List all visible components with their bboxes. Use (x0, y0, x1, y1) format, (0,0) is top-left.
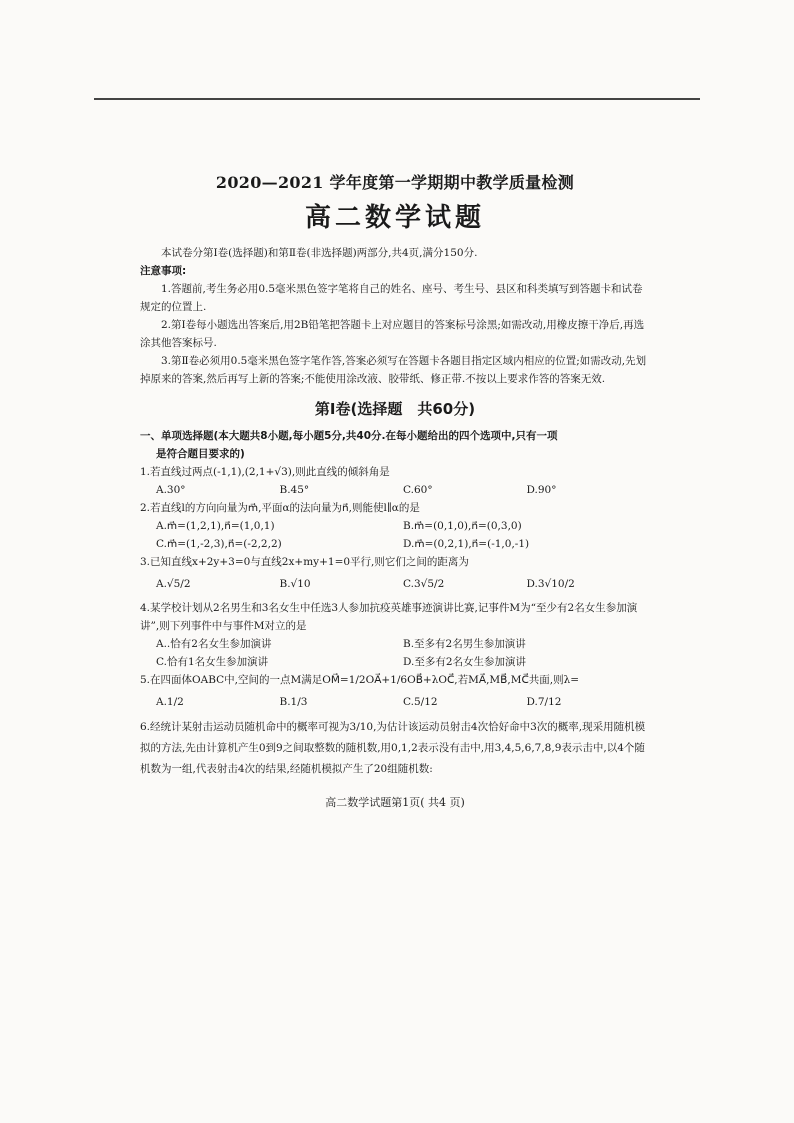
option-b: B.1/3 (279, 696, 308, 708)
option-b: B.45° (279, 484, 310, 496)
option-b: B.至多有2名男生参加演讲 (403, 638, 526, 650)
option-a: A.m⃗=(1,2,1),n⃗=(1,0,1) (156, 520, 275, 532)
option-d: D.90° (526, 484, 557, 496)
option-c: C.恰有1名女生参加演讲 (156, 656, 269, 668)
option-a: A.30° (156, 484, 186, 496)
option-c: C.m⃗=(1,-2,3),n⃗=(-2,2,2) (156, 538, 282, 550)
exam-title: 高二数学试题 (304, 203, 485, 233)
question-4-stem: 4.某学校计划从2名男生和3名女生中任选3人参加抗疫英雄事迹演讲比赛,记事件M为“至少有2名女生参加演讲”,则下列事件中与事件M对立的是 (140, 602, 638, 632)
notice-heading: 注意事项: (140, 265, 187, 277)
option-c: C.5/12 (403, 696, 438, 708)
part-heading: 一、单项选择题(本大题共8小题,每小题5分,共40分.在每小题给出的四个选项中,只有一项 (140, 430, 558, 442)
page-footer: 高二数学试题第1页( 共4 页) (325, 796, 465, 809)
notice-item: 1.答题前,考生务必用0.5毫米黑色签字笔将自己的姓名、座号、考生号、县区和科类填写到答题卡和试卷规定的位置上. (140, 283, 643, 313)
question-4-options-cd (140, 653, 650, 671)
header-rule (94, 98, 700, 100)
question-3-options (140, 571, 650, 599)
option-d: D.3√10/2 (526, 578, 575, 590)
section-title: 第Ⅰ卷(选择题 共60分) (314, 400, 476, 418)
option-b: B.m⃗=(0,1,0),n⃗=(0,3,0) (403, 520, 522, 532)
question-1-options (140, 481, 650, 499)
option-d: D.至多有2名女生参加演讲 (403, 656, 527, 668)
question-3-stem: 3.已知直线x+2y+3=0与直线2x+my+1=0平行,则它们之间的距离为 (140, 556, 469, 568)
option-c: C.3√5/2 (403, 578, 445, 590)
option-d: D.7/12 (526, 696, 562, 708)
question-2-options-cd (140, 535, 650, 553)
question-1-stem: 1.若直线过两点(-1,1),(2,1+√3),则此直线的倾斜角是 (140, 466, 390, 478)
option-d: D.m⃗=(0,2,1),n⃗=(-1,0,-1) (403, 538, 530, 550)
option-b: B.√10 (279, 578, 311, 590)
option-c: C.60° (403, 484, 433, 496)
option-a: A.√5/2 (156, 578, 191, 590)
question-5-options (140, 689, 650, 717)
option-a: A..恰有2名女生参加演讲 (156, 638, 272, 650)
question-2-options-ab (140, 517, 650, 535)
question-6-stem: 6.经统计某射击运动员随机命中的概率可视为3/10,为估计该运动员射击4次恰好命中3次的概率,现采用随机模拟的方法,先由计算机产生0到9之间取整数的随机数,用0,1,2表示没有击中,用3,4,5,6,7,8,9表示击中,以4个随机数为一组,代表射击4次的结果,经随机模拟产生了20组随机数: (140, 721, 646, 775)
question-2-stem: 2.若直线l的方向向量为m⃗,平面α的法向量为n⃗,则能使l∥α的是 (140, 502, 420, 514)
option-a: A.1/2 (156, 696, 184, 708)
notice-item: 3.第Ⅱ卷必须用0.5毫米黑色签字笔作答,答案必须写在答题卡各题目指定区域内相应的位置;如需改动,先划掉原来的答案,然后再写上新的答案;不能使用涂改液、胶带纸、修正带.不按以上要求作答的答案无效. (140, 355, 647, 385)
notice-item: 2.第Ⅰ卷每小题选出答案后,用2B铅笔把答题卡上对应题目的答案标号涂黑;如需改动,用橡皮擦干净后,再选涂其他答案标号. (140, 319, 645, 349)
question-4-options-ab (140, 635, 650, 653)
part-heading-cont: 是符合题目要求的) (156, 448, 245, 460)
intro-text: 本试卷分第Ⅰ卷(选择题)和第Ⅱ卷(非选择题)两部分,共4页,满分150分. (161, 247, 478, 259)
question-5-stem: 5.在四面体OABC中,空间的一点M满足OM⃗=1/2OA⃗+1/6OB⃗+λOC⃗,若MA⃗,MB⃗,MC⃗共面,则λ= (140, 674, 580, 686)
exam-subtitle: 2020—2021 学年度第一学期期中教学质量检测 (215, 173, 575, 192)
exam-page (140, 170, 650, 821)
